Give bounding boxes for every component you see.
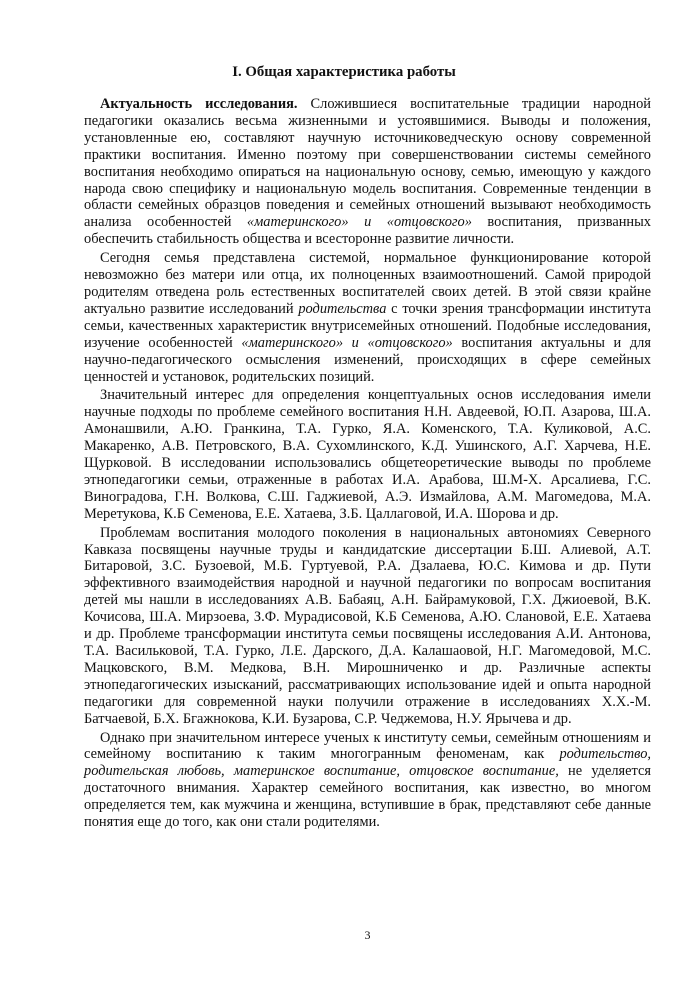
paragraph-however: [84, 730, 651, 831]
document-body: [84, 96, 651, 831]
paragraph-text: воспитания, призванных обеспечить стабильность общества и всесторонне развитие личности.: [84, 214, 651, 248]
paragraph-italic: родительство, родительская любовь, материнское воспитание, отцовское воспитание,: [84, 746, 651, 780]
paragraph-lead: Актуальность исследования.: [100, 96, 298, 112]
paragraph-family: [84, 250, 651, 385]
paragraph-text: Сегодня семья представлена системой, нормальное функционирование которой невозможно без матери или отца, их полноценных взаимоотношений. Самой природой родителям отведена роль естественных воспитателей своих детей. В этой связи крайне актуально развитие исследований: [84, 250, 651, 317]
paragraph-italic: «материнского» и «отцовского»: [246, 214, 472, 231]
paragraph-italic: «материнского» и «отцовского»: [241, 334, 453, 351]
page-number: 3: [364, 928, 371, 942]
paragraph-text: не уделяется достаточного внимания. Характер семейного воспитания, как известно, во многом определяется тем, как мужчина и женщина, вступившие в брак, представляют себе данные понятия еще до того, как они стали родителями.: [84, 763, 651, 831]
paragraph-relevance: [84, 96, 651, 248]
section-heading: I. Общая характеристика работы: [232, 64, 456, 80]
paragraph-text: воспитания актуальны и для научно-педагогического осмысления изменений, происходящих в сфере семейных ценностей и установок, родительских позиций.: [84, 334, 651, 385]
paragraph-text: Сложившиеся воспитательные традиции народной педагогики оказались весьма жизненными и устоявшимися. Выводы и положения, установленные ею, составляют научную источниковедческую основу современной практики воспитания. Именно поэтому при совершенствовании системы семейного воспитания необходимо опираться на национальную основу, семью, имеющую у каждого народа свою специфику и национальную модель воспитания. Современные тенденции в области семейных образцов поведения и семейных отношений вызывают необходимость анализа особенностей: [84, 96, 651, 231]
paragraph-text: Однако при значительном интересе ученых к институту семьи, семейным отношениям и семейному воспитанию к таким многогранным феноменам, как: [84, 729, 651, 763]
paragraph-scholars: Значительный интерес для определения концептуальных основ исследования имели научные подходы по проблеме семейного воспитания Н.Н. Авдеевой, Ю.П. Азарова, Ш.А. Амонашвили, А.Ю. Гранкина, Т.А. Гурко, Я.А. Коменского, Т.А. Куликовой, А.С. Макаренко, А.В. Петровского, В.А. Сухомлинского, К.Д. Ушинского, А.Г. Харчева, Н.Е. Щурковой. В исследовании использовались общетеоретические выводы по проблеме этнопедагогики семьи, отраженные в работах И.А. Арабова, Ш.М-Х. Арсалиева, Г.С. Виноградова, Г.Н. Волкова, С.Ш. Гаджиевой, А.Э. Измайлова, А.М. Магомедова, М.А. Меретукова, К.Б Семенова, Е.Е. Хатаева, З.Б. Цаллаговой, И.А. Шорова и др.: [84, 387, 651, 522]
paragraph-text: с точки зрения трансформации института семьи, качественных характеристик внутрисемейных отношений. Подобные исследования, изучение особенностей: [84, 300, 651, 351]
paragraph-italic: родительства: [298, 300, 387, 317]
paragraph-caucasus: Проблемам воспитания молодого поколения в национальных автономиях Северного Кавказа посвящены научные труды и кандидатские диссертации Б.Ш. Алиевой, А.Т. Битаровой, З.С. Бузоевой, М.Б. Гуртуевой, Р.А. Дзалаева, Ю.С. Кимова и др. Пути эффективного взаимодействия народной и научной педагогики по вопросам воспитания детей мы нашли в исследованиях А.В. Бабаяц, А.Н. Байрамуковой, Г.Х. Джиоевой, В.К. Кочисова, Ш.А. Мирзоева, З.Ф. Мурадисовой, К.Б Семенова, А.Ю. Слановой, Е.Е. Хатаева и др. Проблеме трансформации института семьи посвящены исследования А.И. Антонова, Т.А. Васильковой, Т.А. Гурко, Л.Е. Дарского, Д.А. Калашаовой, Н.Г. Магомедовой, М.С. Мацковского, В.М. Медкова, В.Н. Мирошниченко и др. Различные аспекты этнопедагогических изысканий, рассматривающих использование идей и опыта народной педагогики для современной науки получили отражение в исследованиях Х.Х.-М. Батчаевой, Б.Х. Бгажнокова, К.И. Бузарова, С.Р. Чеджемова, Н.У. Ярычева и др.: [84, 524, 651, 727]
